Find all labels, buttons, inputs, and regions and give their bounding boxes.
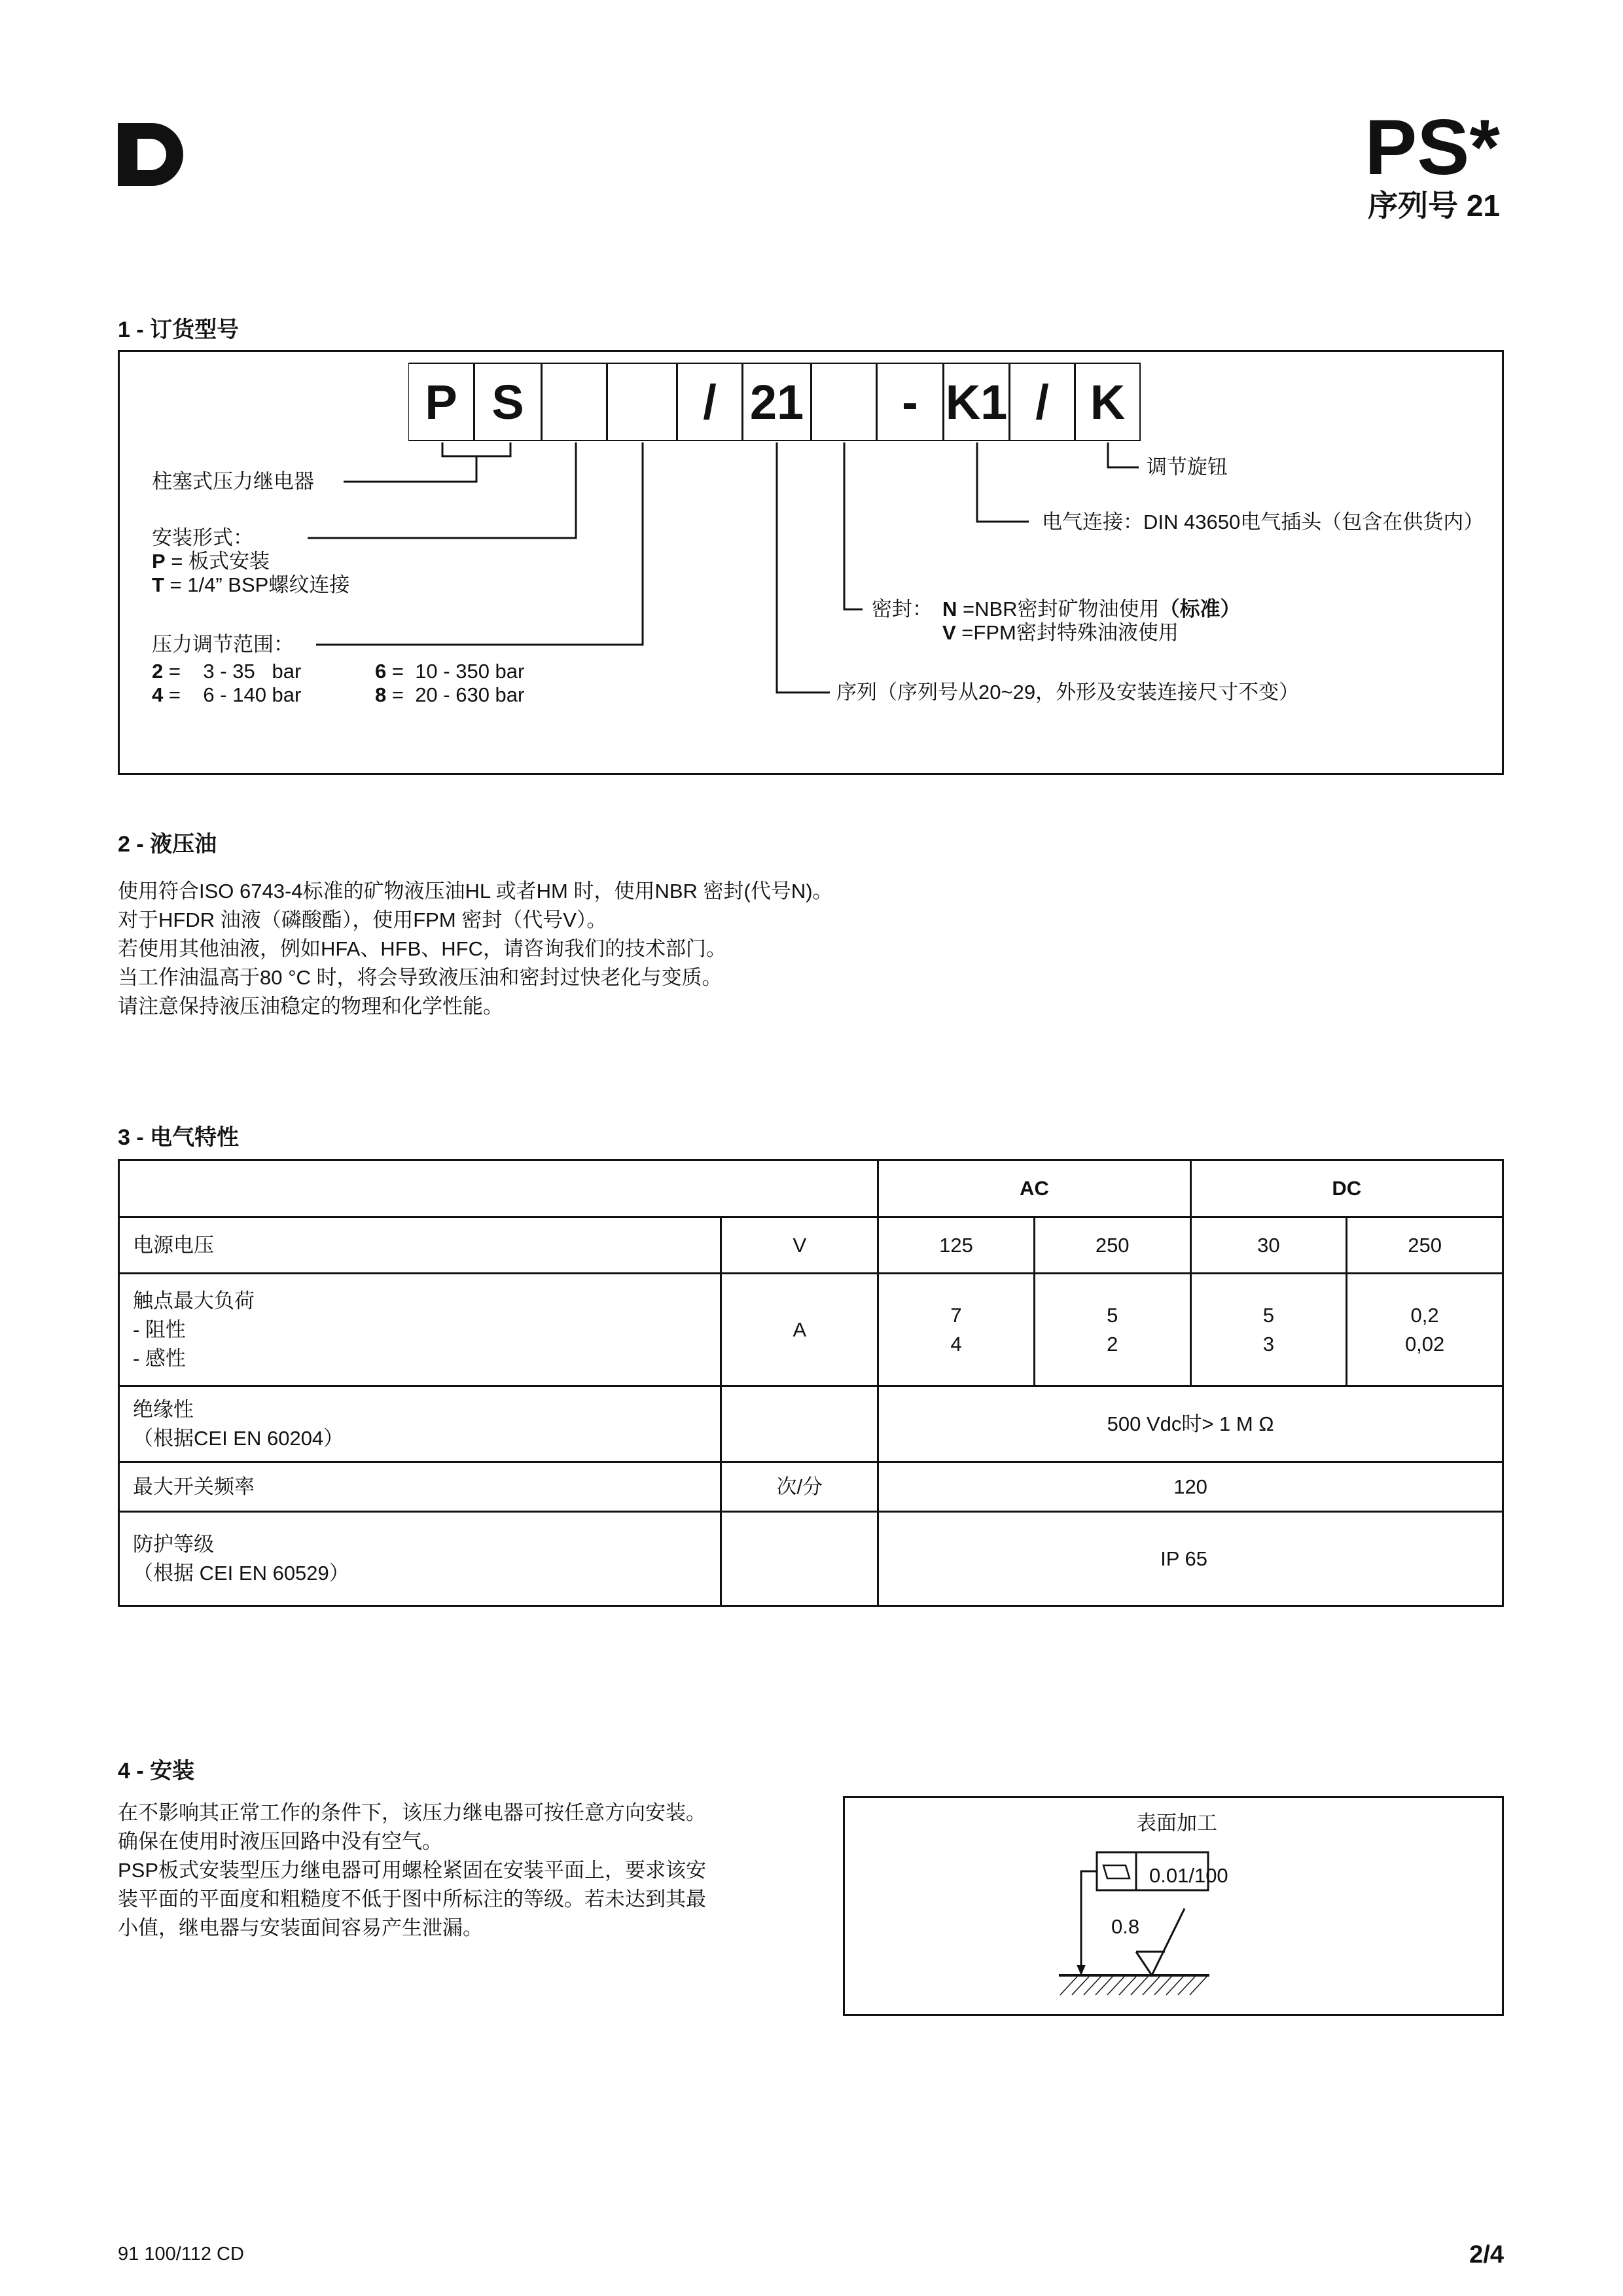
plunger-label: 柱塞式压力继电器: [152, 470, 314, 493]
hydraulic-oil-text: [118, 877, 833, 1021]
load-ac125-resistive: 7: [950, 1303, 962, 1327]
insulation-value: 500 Vdc时> 1 M Ω: [878, 1386, 1503, 1462]
pressure-6-key: 6: [375, 660, 387, 683]
load-label: [119, 1274, 721, 1386]
protection-label-2: （根据 CEI EN 60529）: [133, 1561, 349, 1585]
connector-label: 电气连接：DIN 43650电气插头（包含在供货内）: [1042, 511, 1484, 533]
installation-text: [118, 1799, 706, 1943]
oil-line-4: 当工作油温高于80 °C 时，将会导致液压油和密封过快老化与变质。: [118, 966, 722, 989]
mounting-p-text: = 板式安装: [165, 550, 270, 573]
install-line-3: PSP板式安装型压力继电器可用螺栓紧固在安装平面上，要求该安: [118, 1859, 707, 1882]
protection-value: IP 65: [878, 1512, 1503, 1606]
knob-label: 调节旋钮: [1147, 456, 1228, 478]
pressure-8-key: 8: [375, 683, 387, 706]
code-cell-series: 21: [743, 363, 812, 441]
pressure-4-text: = 6 - 140 bar: [163, 683, 302, 706]
load-label-3: - 感性: [133, 1346, 186, 1370]
surface-finish-title: 表面加工: [1136, 1812, 1217, 1835]
section2-title: 2 - 液压油: [118, 832, 217, 857]
code-cell-k1: K1: [944, 363, 1010, 441]
frequency-unit: 次/分: [721, 1462, 878, 1512]
page-number: 2/4: [1469, 2241, 1504, 2269]
series-label: 序列（序列号从20~29，外形及安装连接尺寸不变）: [836, 681, 1300, 704]
seal-n-key: N: [942, 598, 957, 620]
seal-n-note: （标准）: [1159, 598, 1241, 620]
load-label-1: 触点最大负荷: [133, 1289, 255, 1312]
seal-v-key: V: [942, 621, 956, 644]
load-dc250-resistive: 0,2: [1410, 1303, 1439, 1327]
voltage-dc-250: 250: [1347, 1217, 1503, 1274]
load-dc250-inductive: 0,02: [1404, 1332, 1445, 1355]
code-cell-p: P: [408, 363, 474, 441]
voltage-label: 电源电压: [119, 1217, 721, 1274]
frequency-label: 最大开关频率: [119, 1462, 721, 1512]
oil-line-2: 对于HFDR 油液（磷酸酯），使用FPM 密封（代号V）。: [118, 908, 607, 931]
load-ac250-inductive: 2: [1107, 1332, 1118, 1355]
seal-v-text: =FPM密封特殊油液使用: [955, 621, 1179, 644]
pressure-4-key: 4: [152, 683, 164, 706]
insulation-label-2: （根据CEI EN 60204）: [133, 1426, 344, 1450]
protection-label-1: 防护等级: [133, 1532, 214, 1556]
seal-title: 密封：: [872, 598, 933, 620]
install-line-2: 确保在使用时液压回路中没有空气。: [118, 1830, 442, 1853]
flatness-value: 0.01/100: [1149, 1864, 1228, 1887]
load-dc-250: [1347, 1274, 1503, 1386]
load-dc30-inductive: 3: [1262, 1332, 1274, 1355]
dc-header: DC: [1190, 1160, 1503, 1217]
section1-title: 1 - 订货型号: [118, 317, 240, 342]
load-dc-30: [1190, 1274, 1347, 1386]
insulation-label-1: 绝缘性: [133, 1397, 194, 1421]
oil-line-3: 若使用其他油液，例如HFA、HFB、HFC，请咨询我们的技术部门。: [118, 937, 726, 960]
table-row-insulation: [119, 1386, 1503, 1462]
pressure-option-4: [152, 681, 301, 709]
insulation-unit: [721, 1386, 878, 1462]
table-row-frequency: [119, 1462, 1503, 1512]
pressure-8-text: = 20 - 630 bar: [386, 683, 525, 706]
pressure-2-key: 2: [152, 660, 164, 683]
section4-title: 4 - 安装: [118, 1759, 195, 1784]
table-corner-cell: [119, 1160, 878, 1217]
code-cell-slash-1: /: [677, 363, 743, 441]
oil-line-1: 使用符合ISO 6743-4标准的矿物液压油HL 或者HM 时，使用NBR 密封(代号N)。: [118, 880, 833, 903]
frequency-value: 120: [878, 1462, 1503, 1512]
voltage-ac-250: 250: [1034, 1217, 1190, 1274]
voltage-unit: V: [721, 1217, 878, 1274]
electrical-table: [118, 1159, 1504, 1607]
install-line-5: 小值，继电器与安装面间容易产生泄漏。: [118, 1916, 483, 1939]
mounting-t-text: = 1/4” BSP螺纹连接: [164, 573, 350, 596]
load-label-2: - 阻性: [133, 1318, 186, 1341]
seal-n-text: =NBR密封矿物油使用: [957, 598, 1160, 620]
product-code: PS*: [1364, 103, 1500, 191]
table-row-load: [119, 1274, 1503, 1386]
mounting-title: 安装形式：: [152, 526, 253, 549]
pressure-2-text: = 3 - 35 bar: [163, 660, 302, 683]
table-row-protection: [119, 1512, 1503, 1606]
load-dc30-resistive: 5: [1262, 1303, 1274, 1327]
voltage-ac-125: 125: [878, 1217, 1035, 1274]
pressure-title: 压力调节范围：: [152, 633, 294, 656]
seal-option-v: [942, 619, 1179, 647]
table-header-row: [119, 1160, 1503, 1217]
code-cell-dash: -: [877, 363, 944, 441]
protection-unit: [721, 1512, 878, 1606]
load-ac-125: [878, 1274, 1035, 1386]
mounting-t-key: T: [152, 573, 164, 596]
load-ac250-resistive: 5: [1107, 1303, 1118, 1327]
voltage-dc-30: 30: [1190, 1217, 1347, 1274]
series-number: 序列号 21: [1368, 188, 1500, 223]
section3-title: 3 - 电气特性: [118, 1125, 240, 1150]
code-cell-slash-2: /: [1010, 363, 1075, 441]
install-line-4: 装平面的平面度和粗糙度不低于图中所标注的等级。若未达到其最: [118, 1888, 706, 1910]
mounting-option-t: [152, 571, 349, 600]
document-code: 91 100/112 CD: [118, 2244, 244, 2265]
load-ac-250: [1034, 1274, 1190, 1386]
protection-label: [119, 1512, 721, 1606]
oil-line-5: 请注意保持液压油稳定的物理和化学性能。: [118, 995, 503, 1018]
insulation-label: [119, 1386, 721, 1462]
ac-header: AC: [878, 1160, 1190, 1217]
load-unit: A: [721, 1274, 878, 1386]
load-ac125-inductive: 4: [950, 1332, 962, 1355]
roughness-value: 0.8: [1111, 1915, 1140, 1938]
install-line-1: 在不影响其正常工作的条件下，该压力继电器可按任意方向安装。: [118, 1801, 706, 1824]
mounting-p-key: P: [152, 550, 166, 573]
code-cell-k: K: [1075, 363, 1141, 441]
code-cell-s: S: [474, 363, 542, 441]
table-row-voltage: [119, 1217, 1503, 1274]
pressure-6-text: = 10 - 350 bar: [386, 660, 525, 683]
pressure-option-8: [375, 681, 524, 709]
